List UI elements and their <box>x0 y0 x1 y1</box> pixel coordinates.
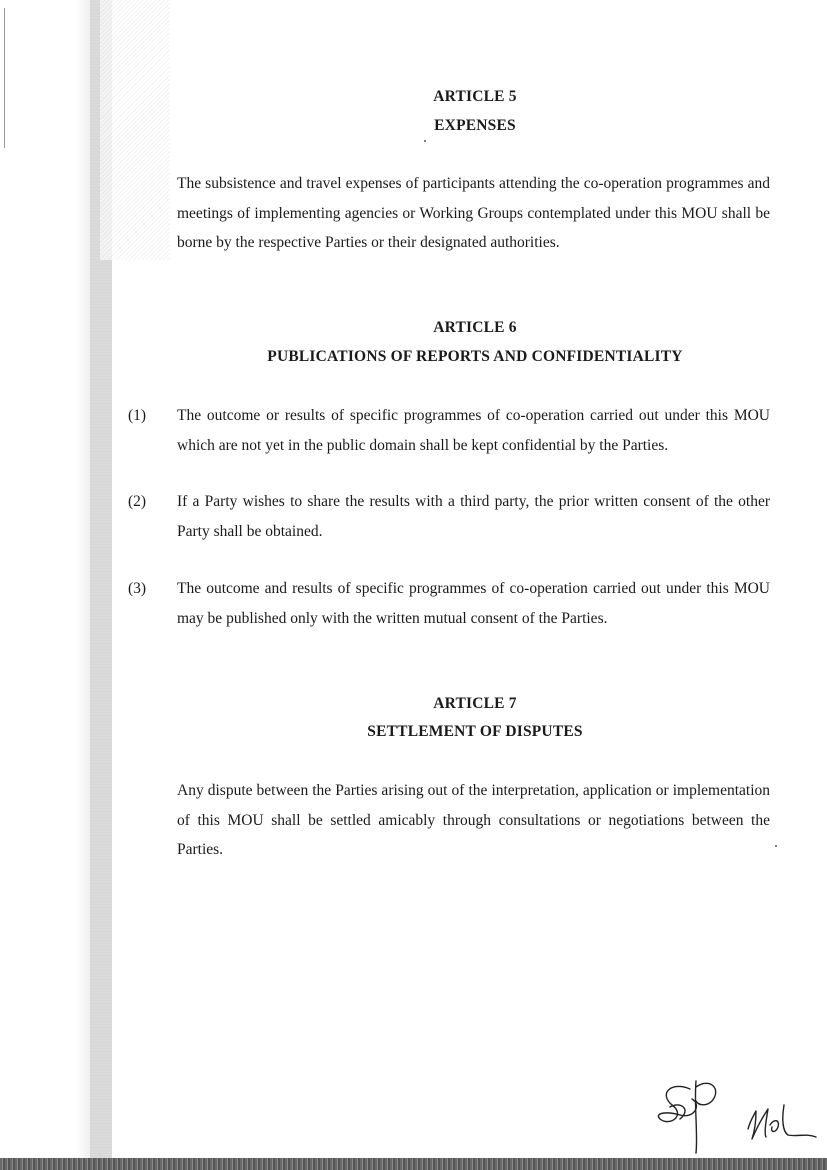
article-7-text: Any dispute between the Parties arising out of the interpretation, application or implementation of this MOU shall be settled amicably through consultations or negotiations between the Parties. <box>177 782 770 858</box>
scan-speck <box>775 845 777 847</box>
scan-speck <box>424 140 426 142</box>
initials-signature-2 <box>748 1105 816 1139</box>
article-7-title: ARTICLE 7 <box>433 695 517 712</box>
scan-bottom-edge <box>0 1158 827 1170</box>
clause-3-number: (3) <box>128 580 147 597</box>
article-6-subtitle: PUBLICATIONS OF REPORTS AND CONFIDENTIALITY <box>267 348 683 365</box>
article-5-title: ARTICLE 5 <box>433 88 517 105</box>
scan-binding-texture <box>100 0 170 260</box>
clause-2-number: (2) <box>128 493 147 510</box>
page-edge-line <box>4 8 5 148</box>
article-6-title: ARTICLE 6 <box>433 319 517 336</box>
article-5-text: The subsistence and travel expenses of participants attending the co-operation programmes and meetings of implementing agencies or Working Groups contemplated under this MOU shall be borne by the respective Parties or their designated authorities. <box>177 175 770 251</box>
clause-3-text: The outcome and results of specific programmes of co-operation carried out under this MOU may be published only with the written mutual consent of the Parties. <box>177 580 770 627</box>
clause-1-number: (1) <box>128 407 147 424</box>
article-7-subtitle: SETTLEMENT OF DISPUTES <box>367 723 583 740</box>
clause-1-text: The outcome or results of specific programmes of co-operation carried out under this MOU which are not yet in the public domain shall be kept confidential by the Parties. <box>177 407 770 454</box>
clause-2-text: If a Party wishes to share the results with a third party, the prior written consent of the other Party shall be obtained. <box>177 493 770 540</box>
handwritten-initials <box>650 1075 820 1155</box>
article-5-subtitle: EXPENSES <box>434 117 516 134</box>
initials-signature-1 <box>658 1081 715 1153</box>
